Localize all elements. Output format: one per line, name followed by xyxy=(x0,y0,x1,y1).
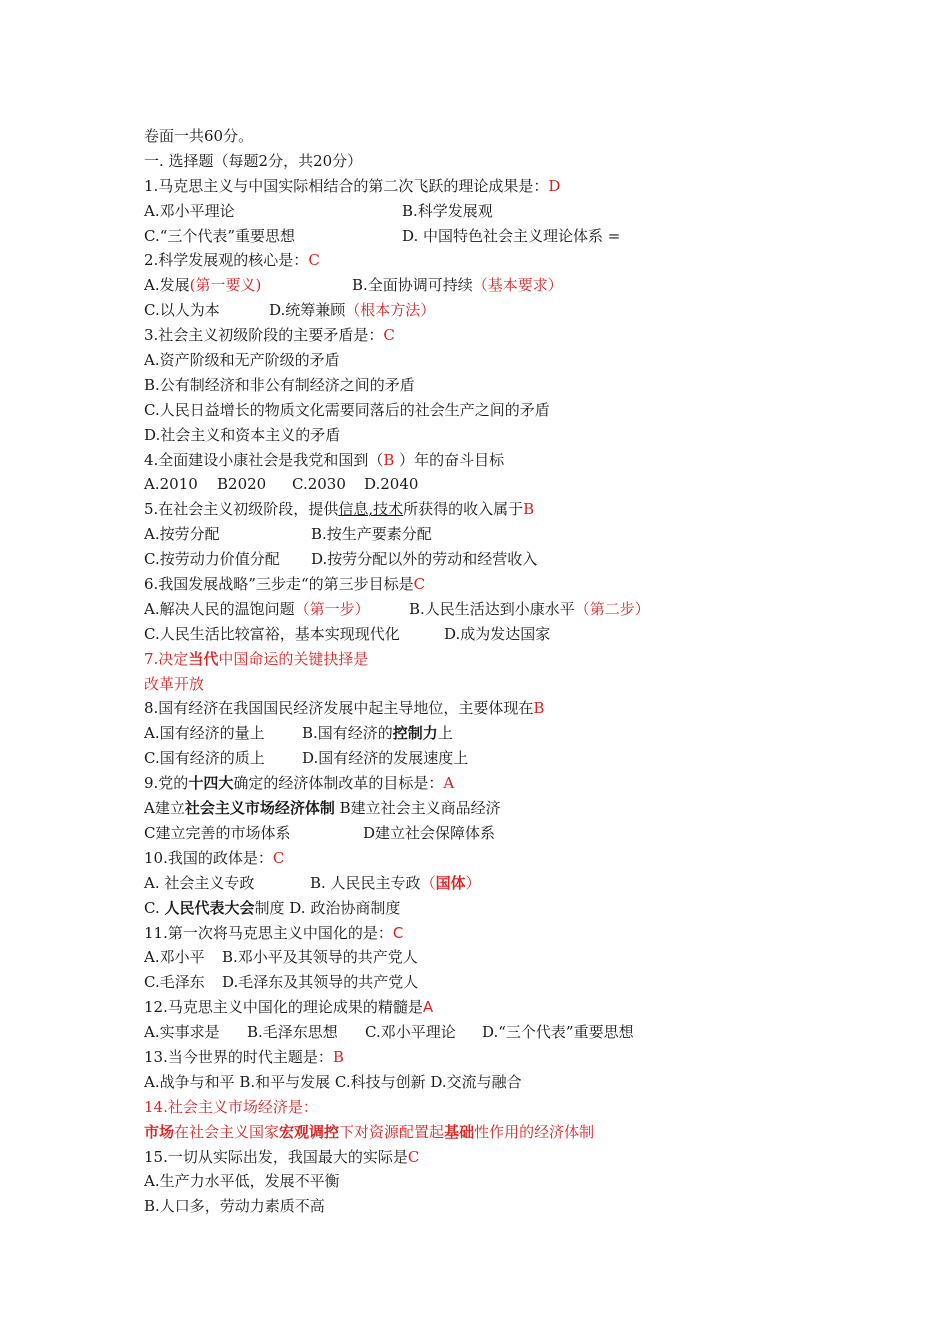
option-d: D.2040 xyxy=(364,475,419,494)
question-stem: 1.马克思主义与中国实际相结合的第二次飞跃的理论成果是： xyxy=(144,176,549,195)
options-row xyxy=(144,597,844,622)
question-stem-tail: 所获得的收入属于 xyxy=(403,500,524,519)
option-d: D. 中国特色社会主义理论体系 = xyxy=(402,226,621,245)
option-b: B.人民生活达到小康水平 xyxy=(409,599,575,618)
option-note: （第一步） xyxy=(294,599,370,618)
options-row xyxy=(144,199,844,224)
options-row xyxy=(144,821,844,846)
question-stem: 2.科学发展观的核心是： xyxy=(144,251,309,270)
answer-key: B xyxy=(332,1047,344,1066)
question-stem: 15.一切从实际出发，我国最大的实际是 xyxy=(144,1147,408,1166)
bold-term: 人民代表大会 xyxy=(164,898,255,917)
options-row xyxy=(144,622,844,647)
question-4 xyxy=(144,448,844,473)
question-stem: 9.党的 xyxy=(144,774,189,793)
answer-key: C xyxy=(413,575,426,594)
underlined-term: 信息,技术 xyxy=(338,500,404,519)
option-b-tail: 上 xyxy=(437,724,453,743)
option-d: D.社会主义和资本主义的矛盾 xyxy=(144,425,341,444)
option-d: D.“三个代表”重要思想 xyxy=(482,1023,634,1042)
question-stem: 12.马克思主义中国化的理论成果的精髓是 xyxy=(144,998,423,1017)
question-11 xyxy=(144,921,844,946)
option-c: C.毛泽东 xyxy=(144,973,205,992)
option-b: B.按生产要素分配 xyxy=(311,525,432,544)
option-a: A.邓小平 xyxy=(144,948,205,967)
options-row xyxy=(144,224,844,249)
option-note: (第一要义) xyxy=(189,276,262,295)
question-14: 14.社会主义市场经济是： xyxy=(144,1097,318,1116)
question-12 xyxy=(144,995,844,1020)
options-row: A.战争与和平 B.和平与发展 C.科技与创新 D.交流与融合 xyxy=(144,1072,522,1091)
answer-text: 市场在社会主义国家宏观调控下对资源配置起基础性作用的经济体制 xyxy=(144,1122,595,1141)
answer-key: B xyxy=(383,450,395,469)
answer-key: B xyxy=(533,699,545,718)
option-d: D. 政治协商制度 xyxy=(289,898,401,917)
option-a: A.2010 xyxy=(144,475,198,494)
option-b: B. 人民民主专政 xyxy=(310,873,421,892)
question-stem: 4.全面建设小康社会是我党和国到（ xyxy=(144,450,384,469)
option-c: C.按劳动力价值分配 xyxy=(144,550,280,569)
options-row xyxy=(144,547,844,572)
question-5 xyxy=(144,497,844,522)
option-c: C.邓小平理论 xyxy=(365,1023,456,1042)
question-8 xyxy=(144,696,844,721)
option-note: （基本要求） xyxy=(472,276,563,295)
answer-text: 改革开放 xyxy=(144,674,205,693)
option-a: A.资产阶级和无产阶级的矛盾 xyxy=(144,351,340,370)
option-d: D.统筹兼顾 xyxy=(269,301,346,320)
option-b: B2020 xyxy=(217,475,267,494)
option-a: A.按劳分配 xyxy=(144,525,220,544)
option-note: （根本方法） xyxy=(345,301,436,320)
question-stem: 13.当今世界的时代主题是： xyxy=(144,1047,333,1066)
option-c: C.以人为本 xyxy=(144,301,220,320)
answer-key: A xyxy=(422,998,434,1017)
question-1 xyxy=(144,174,844,199)
options-row xyxy=(144,1020,844,1045)
option-a: A.国有经济的量上 xyxy=(144,724,265,743)
options-row xyxy=(144,871,844,896)
question-2 xyxy=(144,248,844,273)
question-stem-tail: ）年的奋斗目标 xyxy=(394,450,505,469)
options-row xyxy=(144,522,844,547)
option-a: A. 社会主义专政 xyxy=(144,873,255,892)
question-stem: 10.我国的政体是： xyxy=(144,848,273,867)
question-15 xyxy=(144,1145,844,1170)
question-13 xyxy=(144,1045,844,1070)
options-row xyxy=(144,472,844,497)
option-a: A.实事求是 xyxy=(144,1023,220,1042)
bold-term: 十四大 xyxy=(188,774,234,793)
option-a: A.发展 xyxy=(144,276,190,295)
options-row xyxy=(144,796,844,821)
options-row xyxy=(144,298,844,323)
option-c: C.人民生活比较富裕，基本实现现代化 xyxy=(144,624,400,643)
answer-key: C xyxy=(308,251,320,270)
question-stem: 11.第一次将马克思主义中国化的是： xyxy=(144,923,393,942)
option-b: B.全面协调可持续 xyxy=(352,276,473,295)
option-c: C建立完善的市场体系 xyxy=(144,823,291,842)
option-b: B建立社会主义商品经济 xyxy=(334,799,501,818)
options-row xyxy=(144,896,844,921)
question-stem: 8.国有经济在我国国民经济发展中起主导地位，主要体现在 xyxy=(144,699,534,718)
question-stem-tail: 中国命运的关键抉择是 xyxy=(218,649,369,668)
question-stem-tail: 确定的经济体制改革的目标是： xyxy=(233,774,444,793)
option-c-tail: 制度 xyxy=(254,898,285,917)
option-b: B.邓小平及其领导的共产党人 xyxy=(222,948,418,967)
bold-term: 控制力 xyxy=(392,724,438,743)
option-a: A.邓小平理论 xyxy=(144,201,235,220)
bold-term: 当代 xyxy=(188,649,219,668)
question-stem: 5.在社会主义初级阶段，提供 xyxy=(144,500,339,519)
section-heading: 一. 选择题（每题2分，共20分） xyxy=(144,151,363,170)
option-note: （第二步） xyxy=(574,599,650,618)
question-stem: 6.我国发展战略”三步走“的第三步目标是 xyxy=(144,575,414,594)
option-a: A.生产力水平低，发展不平衡 xyxy=(144,1172,340,1191)
options-row xyxy=(144,721,844,746)
question-7 xyxy=(144,647,844,672)
answer-key: C xyxy=(272,848,285,867)
answer-key: C xyxy=(383,326,395,345)
question-3 xyxy=(144,323,844,348)
answer-key: D xyxy=(548,176,561,195)
option-a: A建立 xyxy=(144,799,185,818)
question-10 xyxy=(144,846,844,871)
question-6 xyxy=(144,572,844,597)
option-d: D.按劳分配以外的劳动和经营收入 xyxy=(311,550,538,569)
document-body xyxy=(144,124,844,1219)
option-b: B.人口多，劳动力素质不高 xyxy=(144,1197,325,1216)
options-row xyxy=(144,746,844,771)
option-c: C.国有经济的质上 xyxy=(144,749,265,768)
option-c: C. xyxy=(144,898,165,917)
option-b: B.科学发展观 xyxy=(402,201,493,220)
option-d: D建立社会保障体系 xyxy=(363,823,496,842)
option-b: B.毛泽东思想 xyxy=(247,1023,338,1042)
question-stem: 3.社会主义初级阶段的主要矛盾是： xyxy=(144,326,384,345)
option-c: C.“三个代表”重要思想 xyxy=(144,226,296,245)
option-d: D.成为发达国家 xyxy=(444,624,551,643)
option-c: C.人民日益增长的物质文化需要同落后的社会生产之间的矛盾 xyxy=(144,400,550,419)
bold-term: 社会主义市场经济体制 xyxy=(184,799,335,818)
answer-key: C xyxy=(392,923,404,942)
answer-key: A xyxy=(443,774,455,793)
option-note: （国体） xyxy=(420,873,481,892)
answer-key: C xyxy=(407,1147,420,1166)
question-stem: 7.决定 xyxy=(144,649,189,668)
option-b: B.国有经济的 xyxy=(302,724,393,743)
options-row xyxy=(144,970,844,995)
options-row xyxy=(144,945,844,970)
options-row xyxy=(144,273,844,298)
option-d: D.国有经济的发展速度上 xyxy=(302,749,469,768)
answer-key: B xyxy=(523,500,535,519)
option-a: A.解决人民的温饱问题 xyxy=(144,599,295,618)
option-d: D.毛泽东及其领导的共产党人 xyxy=(222,973,419,992)
intro-line: 卷面一共60分。 xyxy=(144,127,254,145)
question-9 xyxy=(144,771,844,796)
option-b: B.公有制经济和非公有制经济之间的矛盾 xyxy=(144,375,415,394)
option-c: C.2030 xyxy=(292,475,346,494)
